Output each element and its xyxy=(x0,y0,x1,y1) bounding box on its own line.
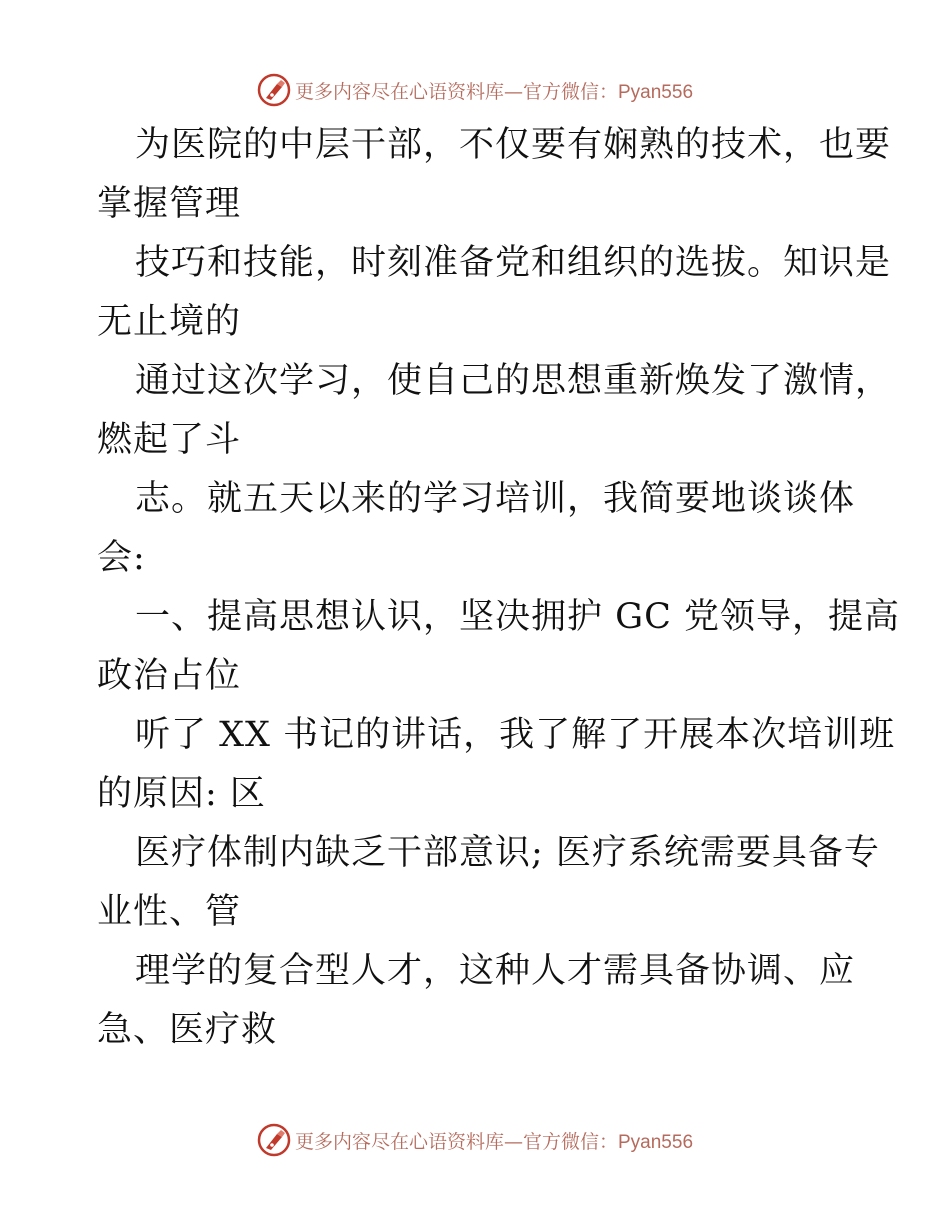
body-line: 为医院的中层干部，不仅要有娴熟的技术，也要 xyxy=(135,125,892,165)
body-line: 技巧和技能，时刻准备党和组织的选拔。知识是 xyxy=(135,243,892,283)
body-line: 会: xyxy=(97,538,146,578)
official-text: 官方微信： xyxy=(522,1130,618,1153)
document-body xyxy=(97,116,900,1060)
wechat-id: Pyan556 xyxy=(618,1131,694,1153)
body-line: 医疗体制内缺乏干部意识; 医疗系统需要具备专 xyxy=(135,833,880,873)
brand-text: 更多内容尽在心语资料库 xyxy=(294,80,504,103)
brand-text: 更多内容尽在心语资料库 xyxy=(294,1130,504,1153)
body-line: 的原因: 区 xyxy=(97,774,266,814)
banner-text xyxy=(295,1127,693,1154)
footer-banner xyxy=(0,1120,950,1160)
pen-nib-logo-icon xyxy=(257,1123,291,1157)
wechat-id: Pyan556 xyxy=(618,81,694,103)
body-line: 急、医疗救 xyxy=(97,1010,278,1050)
body-line: 理学的复合型人才，这种人才需具备协调、应 xyxy=(135,951,856,991)
body-line: 政治占位 xyxy=(97,656,242,696)
banner-dash: — xyxy=(503,1130,523,1153)
official-text: 官方微信： xyxy=(522,80,618,103)
body-line: 通过这次学习，使自己的思想重新焕发了激情， xyxy=(135,361,892,401)
body-line: 业性、管 xyxy=(97,892,242,932)
pen-nib-logo-icon xyxy=(257,73,291,107)
body-line: 掌握管理 xyxy=(97,184,242,224)
body-line: 无止境的 xyxy=(97,302,242,342)
body-line: 听了 XX 书记的讲话，我了解了开展本次培训班 xyxy=(135,715,896,755)
body-line: 燃起了斗 xyxy=(97,420,242,460)
header-banner xyxy=(0,70,950,110)
body-line: 一、提高思想认识，坚决拥护 GC 党领导，提高 xyxy=(135,597,900,637)
banner-text xyxy=(295,77,693,104)
body-line: 志。就五天以来的学习培训，我简要地谈谈体 xyxy=(135,479,856,519)
banner-dash: — xyxy=(503,80,523,103)
